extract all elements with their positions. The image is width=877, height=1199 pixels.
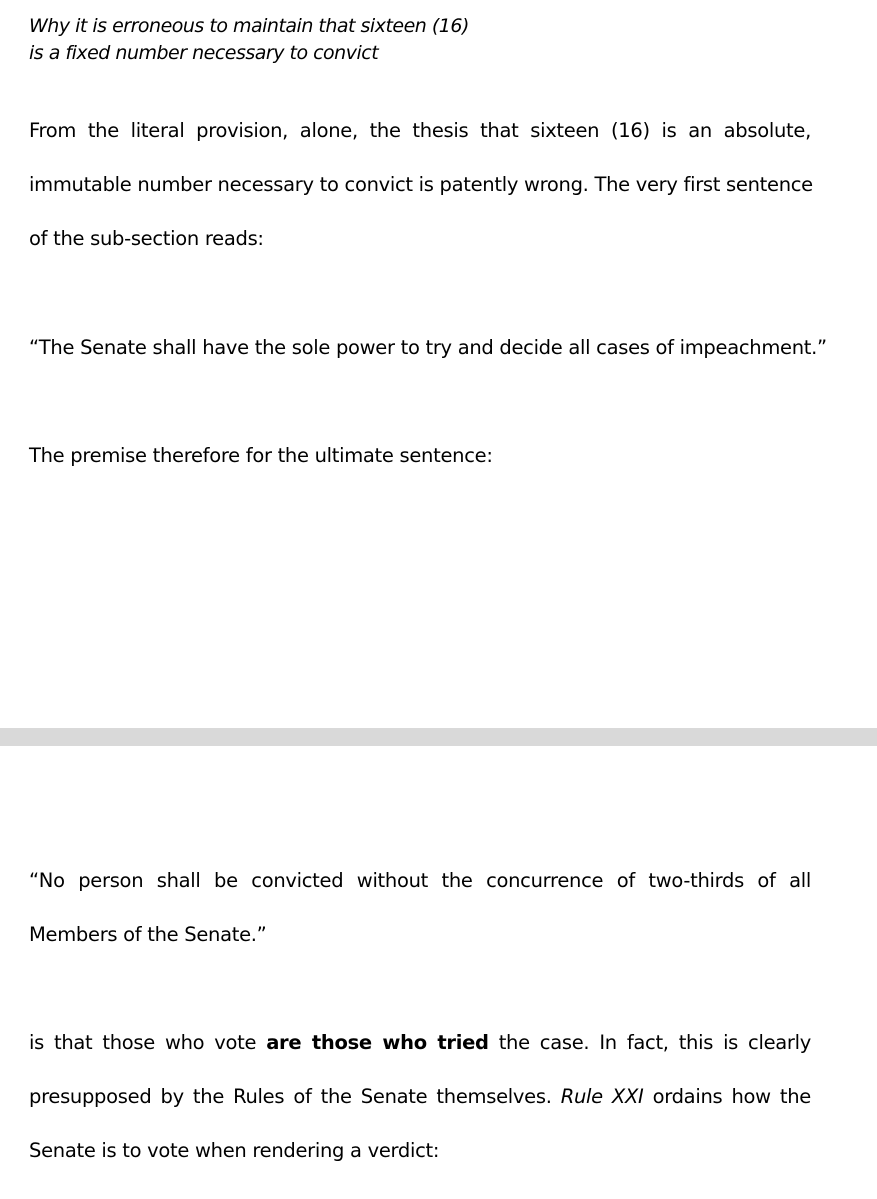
- quote-conviction-line: Members of the Senate.”: [29, 923, 267, 946]
- section-heading: [29, 13, 469, 67]
- text-run: ordains how the: [643, 1085, 812, 1108]
- bold-emphasis: are those who tried: [266, 1031, 489, 1054]
- paragraph-line: Senate is to vote when rendering a verdict:: [29, 1139, 440, 1162]
- text-run: presupposed by the Rules of the Senate themselves.: [29, 1085, 561, 1108]
- paragraph-line: immutable number necessary to convict is patently wrong. The very first sentence: [29, 173, 813, 196]
- page-separator: [0, 728, 877, 746]
- paragraph-line: of the sub-section reads:: [29, 227, 264, 250]
- paragraph-line: [29, 1084, 811, 1110]
- rule-reference: Rule XXI: [560, 1085, 644, 1108]
- heading-line: is a fixed number necessary to convict: [29, 42, 379, 64]
- paragraph-line: [29, 1030, 811, 1056]
- paragraph-line: The premise therefore for the ultimate sentence:: [29, 444, 493, 467]
- text-run: is that those who vote: [29, 1031, 267, 1054]
- heading-line: Why it is erroneous to maintain that sixteen (16): [29, 15, 469, 37]
- quote-senate-power: “The Senate shall have the sole power to try and decide all cases of impeachment.”: [29, 336, 827, 359]
- paragraph-line: From the literal provision, alone, the thesis that sixteen (16) is an absolute,: [29, 119, 811, 142]
- quote-conviction-line: “No person shall be convicted without the concurrence of two-thirds of all: [29, 869, 811, 892]
- text-run: the case. In fact, this is clearly: [488, 1031, 812, 1054]
- document-page-2: [0, 746, 877, 1199]
